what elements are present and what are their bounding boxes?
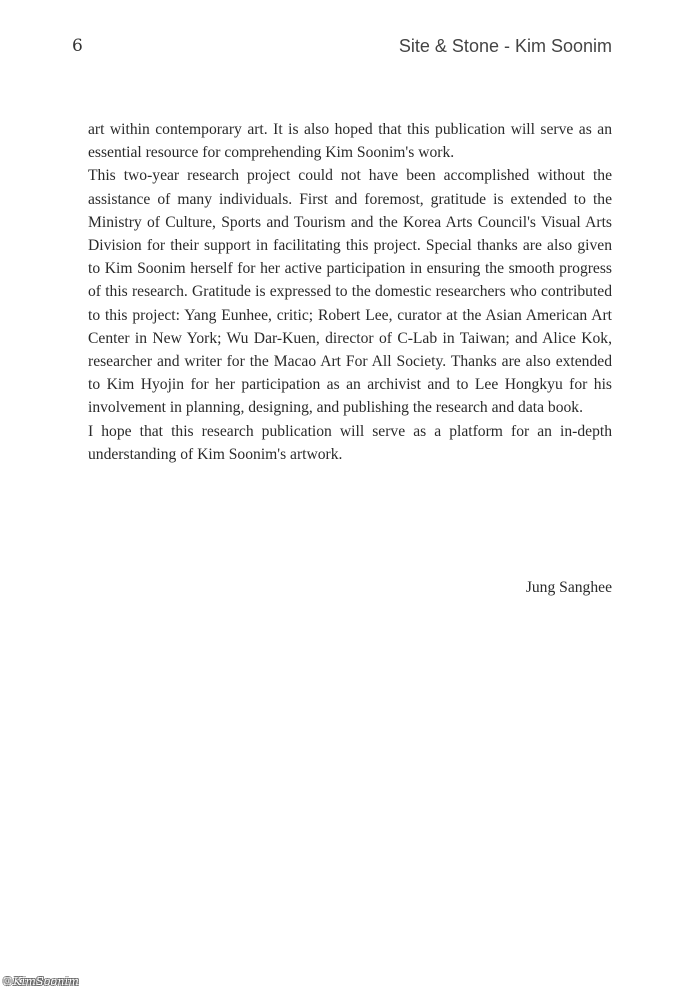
author-signature: Jung Sanghee [525,579,612,596]
paragraph-3: I hope that this research publication will serve as a platform for an in-depth understanding of Kim Soonim's artwork. [88,422,612,463]
paragraph-1: art within contemporary art. It is also hoped that this publication will serve as an essential resource for comprehending Kim Soonim's work. [88,121,612,162]
running-head: Site & Stone - Kim Soonim [398,36,612,56]
body-text [88,118,612,466]
copyright-watermark: ©KimSoonim [2,975,79,988]
page-number: 6 [72,36,83,56]
paragraph-2: This two-year research project could not have been accomplished without the assistance of many individuals. First and foremost, gratitude is extended to the Ministry of Culture, Sports and Tourism and the Korea Arts Council's Visual Arts Division for their support in facilitating this project. Special thanks are also given to Kim Soonim herself for her active participation in ensuring the smooth progress of this research. Gratitude is expressed to the domestic researchers who contributed to this project: Yang Eunhee, critic; Robert Lee, curator at the Asian American Art Center in New York; Wu Dar-Kuen, director of C-Lab in Taiwan; and Alice Kok, researcher and writer for the Macao Art For All Society. Thanks are also extended to Kim Hyojin for her participation as an archivist and to Lee Hongkyu for his involvement in planning, designing, and publishing the research and data book. [88,167,612,417]
